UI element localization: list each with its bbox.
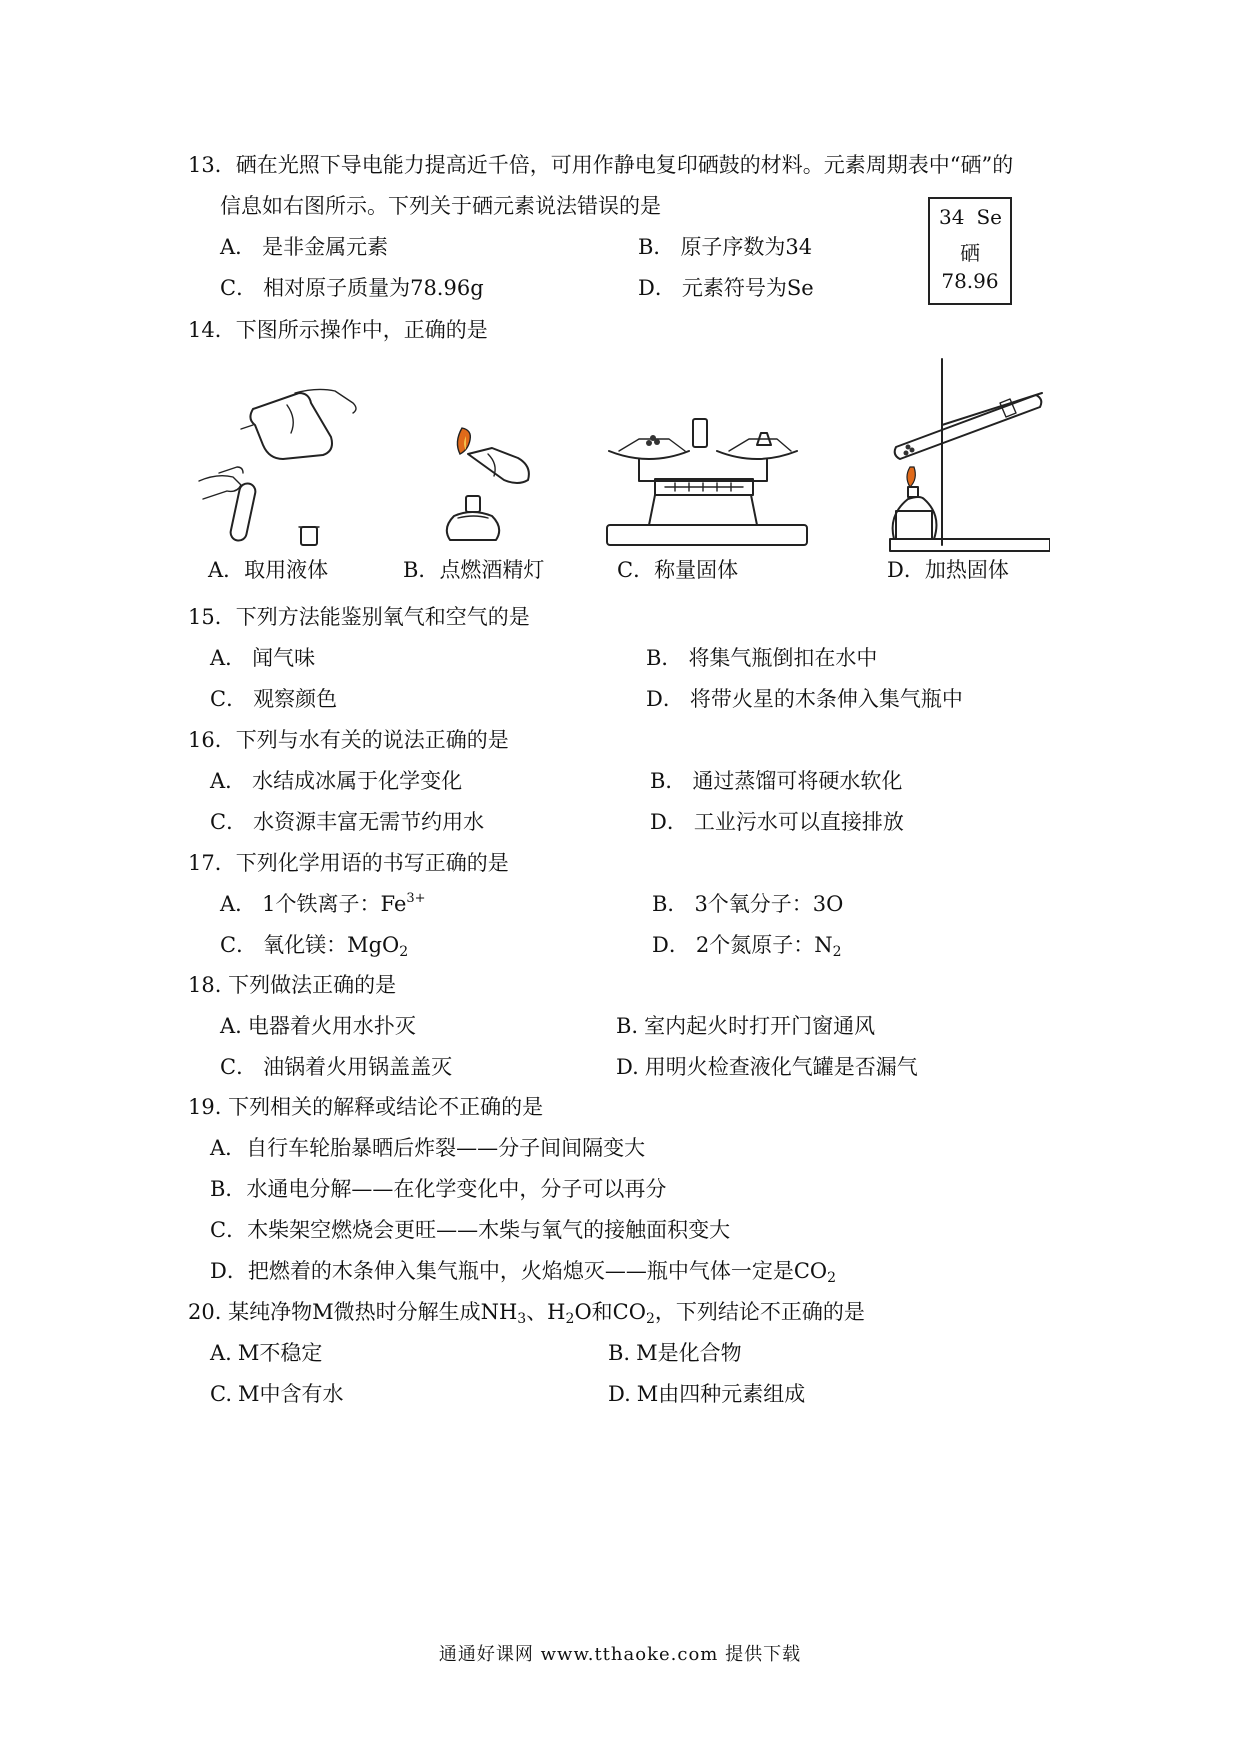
options-row xyxy=(188,1374,1068,1415)
question-stem: 17．下列化学用语的书写正确的是 xyxy=(188,851,509,875)
atomic-number: 34 xyxy=(939,205,965,229)
figure-caption-a: A．取用液体 xyxy=(208,558,329,582)
question-18 xyxy=(188,965,1068,1088)
option-b: B. 室内起火时打开门窗通风 xyxy=(616,1014,876,1038)
page-footer: 通通好课网 www.tthaoke.com 提供下载 xyxy=(438,1644,802,1665)
question-15 xyxy=(188,597,1068,720)
option-d: D． 元素符号为Se xyxy=(638,276,814,300)
option-b: B． 3个氧分子：3O xyxy=(652,892,844,916)
periodic-element-box xyxy=(928,197,1012,305)
options-row xyxy=(188,761,1068,802)
heating-test-tube-icon xyxy=(880,355,1050,555)
options-row xyxy=(188,925,1068,966)
option-d: D． 工业污水可以直接排放 xyxy=(650,810,904,834)
question-stem: 18. 下列做法正确的是 xyxy=(188,973,397,997)
options-row xyxy=(188,638,1068,679)
question-stem: 16．下列与水有关的说法正确的是 xyxy=(188,728,509,752)
element-name: 硒 xyxy=(960,241,980,265)
option-a: A. 电器着火用水扑灭 xyxy=(220,1014,416,1038)
option-b: B． 原子序数为34 xyxy=(638,235,813,259)
option-c: C． 水资源丰富无需节约用水 xyxy=(210,810,485,834)
option-a: A． 是非金属元素 xyxy=(220,235,389,259)
options-row xyxy=(188,802,1068,843)
options-row xyxy=(188,1047,1068,1088)
options-row xyxy=(188,1333,1068,1374)
question-17 xyxy=(188,843,1068,966)
option-a: A． 1个铁离子：$Fe^{3+}$ xyxy=(220,891,426,916)
option-a: A. M不稳定 xyxy=(210,1341,323,1365)
options-row xyxy=(188,679,1068,720)
option-a: A． 水结成冰属于化学变化 xyxy=(210,769,463,793)
element-symbol: Se xyxy=(976,205,1002,229)
pouring-liquid-icon xyxy=(195,385,395,550)
question-stem: 13．硒在光照下导电能力提高近千倍，可用作静电复印硒鼓的材料。元素周期表中“硒”的 xyxy=(188,153,1014,177)
option-c: C. M中含有水 xyxy=(210,1382,344,1406)
question-19 xyxy=(188,1087,1068,1292)
question-stem: 信息如右图所示。下列关于硒元素说法错误的是 xyxy=(220,194,661,218)
question-stem: 20. 某纯净物M微热时分解生成$NH_3$、$H_2O$和$CO_2$，下列结论不正确的是 xyxy=(188,1300,865,1327)
option-b: B. M是化合物 xyxy=(608,1341,742,1365)
options-row xyxy=(188,1006,1068,1047)
option-b: B．水通电分解——在化学变化中，分子可以再分 xyxy=(210,1177,667,1201)
question-stem: 19. 下列相关的解释或结论不正确的是 xyxy=(188,1095,544,1119)
question-16 xyxy=(188,720,1068,843)
option-d: D． 2个氮原子：$N_2$ xyxy=(652,933,842,960)
question-14 xyxy=(188,310,1068,351)
option-d: D. 用明火检查液化气罐是否漏气 xyxy=(616,1055,918,1079)
option-a: A． 闻气味 xyxy=(210,646,316,670)
question-stem: 14．下图所示操作中，正确的是 xyxy=(188,318,488,342)
option-b: B． 通过蒸馏可将硬水软化 xyxy=(650,769,903,793)
option-c: C． 观察颜色 xyxy=(210,687,338,711)
option-c: C． 氧化镁：MgO$_2$ xyxy=(220,933,409,960)
option-c: C．木柴架空燃烧会更旺——木柴与氧气的接触面积变大 xyxy=(210,1218,731,1242)
question-20 xyxy=(188,1292,1068,1415)
option-d: D． 将带火星的木条伸入集气瓶中 xyxy=(646,687,963,711)
lighting-alcohol-lamp-icon xyxy=(428,410,548,550)
atomic-mass: 78.96 xyxy=(941,269,999,293)
figure-caption-c: C．称量固体 xyxy=(617,558,739,582)
option-c: C． 油锅着火用锅盖盖灭 xyxy=(220,1055,453,1079)
figure-caption-b: B．点燃酒精灯 xyxy=(403,558,545,582)
option-d: D. M由四种元素组成 xyxy=(608,1382,806,1406)
figure-caption-d: D．加热固体 xyxy=(887,558,1009,582)
option-c: C． 相对原子质量为78.96g xyxy=(220,276,484,300)
options-row xyxy=(188,884,1068,925)
balance-scale-icon xyxy=(605,415,810,550)
option-a: A．自行车轮胎暴晒后炸裂——分子间间隔变大 xyxy=(210,1136,646,1160)
option-d: D．把燃着的木条伸入集气瓶中，火焰熄灭——瓶中气体一定是$CO_2$ xyxy=(210,1259,837,1286)
option-b: B． 将集气瓶倒扣在水中 xyxy=(646,646,878,670)
question-stem: 15．下列方法能鉴别氧气和空气的是 xyxy=(188,605,530,629)
